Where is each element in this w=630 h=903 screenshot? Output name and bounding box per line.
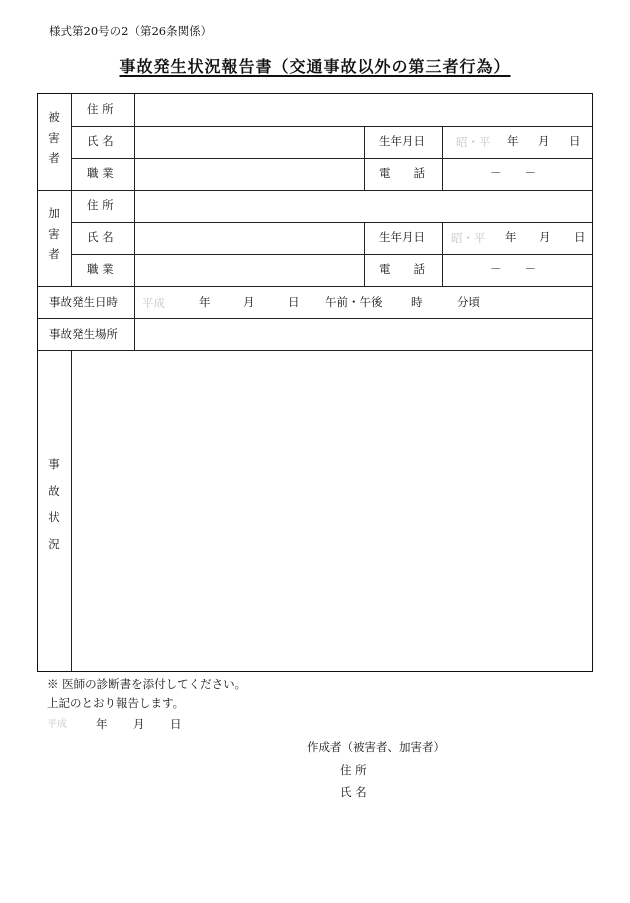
circumstances-char: 状: [48, 510, 60, 524]
victim-phone-label: 電 話: [379, 166, 425, 180]
perpetrator-group-char: 者: [48, 247, 60, 261]
perpetrator-group-char: 加: [48, 206, 60, 220]
victim-phone-dashes: － －: [490, 166, 536, 180]
perpetrator-group-char: 害: [48, 226, 60, 241]
column-divider: [364, 126, 365, 158]
column-divider: [364, 254, 365, 286]
victim-birth-month-unit: 月: [538, 134, 550, 148]
perpetrator-birth-month-unit: 月: [539, 230, 551, 244]
victim-era-hint: 昭・平: [456, 135, 491, 149]
victim-birth-day-unit: 日: [569, 134, 581, 148]
author-address-label: 住 所: [340, 763, 367, 777]
report-year-unit: 年: [96, 717, 108, 731]
incident-day-unit: 日: [288, 295, 300, 309]
incident-place-label: 事故発生場所: [49, 327, 118, 341]
document-title-text: 事故発生状況報告書（交通事故以外の第三者行為）: [119, 57, 511, 76]
victim-group-label: [44, 112, 64, 165]
attachment-note: ※ 医師の診断書を添付してください。: [47, 677, 247, 691]
perpetrator-occupation-field[interactable]: [135, 255, 363, 285]
column-divider: [364, 158, 365, 190]
victim-group-char: 者: [48, 151, 60, 165]
victim-group-char: 被: [48, 110, 60, 124]
victim-name-field[interactable]: [135, 127, 363, 157]
incident-month-unit: 月: [243, 295, 255, 309]
column-divider: [442, 158, 443, 190]
victim-group-char: 害: [48, 130, 60, 145]
perpetrator-birth-year-unit: 年: [505, 230, 517, 244]
circumstances-char: 故: [48, 483, 60, 498]
column-divider: [364, 222, 365, 254]
perpetrator-address-field[interactable]: [135, 191, 590, 221]
perpetrator-name-field[interactable]: [135, 223, 363, 253]
author-name-label: 氏 名: [340, 785, 367, 799]
perpetrator-phone-dashes: － －: [490, 262, 536, 276]
perpetrator-name-label: 氏 名: [87, 230, 114, 244]
incident-hour-unit: 時: [411, 295, 423, 309]
perpetrator-era-hint: 昭・平: [451, 231, 486, 245]
report-statement: 上記のとおり報告します。: [47, 696, 185, 710]
author-label: 作成者（被害者、加害者）: [307, 740, 445, 754]
victim-occupation-field[interactable]: [135, 159, 363, 189]
victim-occupation-label: 職 業: [87, 166, 114, 180]
row-divider: [38, 286, 592, 287]
victim-address-label: 住 所: [87, 102, 114, 116]
column-divider: [442, 126, 443, 158]
report-era-hint: 平成: [47, 719, 67, 730]
victim-birth-year-unit: 年: [507, 134, 519, 148]
circumstances-char: 況: [48, 536, 60, 551]
perpetrator-address-label: 住 所: [87, 198, 114, 212]
perpetrator-birthdate-label: 生年月日: [379, 230, 425, 244]
report-month-unit: 月: [133, 717, 145, 731]
incident-era-hint: 平成: [142, 296, 165, 310]
column-divider: [71, 94, 72, 286]
report-day-unit: 日: [170, 717, 182, 731]
incident-place-field[interactable]: [135, 319, 590, 349]
perpetrator-birth-day-unit: 日: [574, 230, 586, 244]
incident-ampm: 午前・午後: [325, 295, 383, 309]
incident-circumstances-label: [44, 459, 64, 550]
form-number: 様式第20号の2（第26条関係）: [49, 24, 213, 38]
victim-address-field[interactable]: [135, 95, 590, 125]
perpetrator-group-label: [44, 208, 64, 261]
report-form-table: [37, 93, 593, 672]
incident-circumstances-field[interactable]: [72, 351, 590, 669]
incident-year-unit: 年: [199, 295, 211, 309]
circumstances-char: 事: [48, 457, 60, 471]
document-title: [0, 59, 630, 75]
incident-datetime-label: 事故発生日時: [49, 295, 118, 309]
victim-name-label: 氏 名: [87, 134, 114, 148]
perpetrator-occupation-label: 職 業: [87, 262, 114, 276]
column-divider: [442, 254, 443, 286]
victim-birthdate-label: 生年月日: [379, 134, 425, 148]
column-divider: [442, 222, 443, 254]
incident-minute-unit: 分頃: [457, 295, 480, 309]
perpetrator-phone-label: 電 話: [379, 262, 425, 276]
